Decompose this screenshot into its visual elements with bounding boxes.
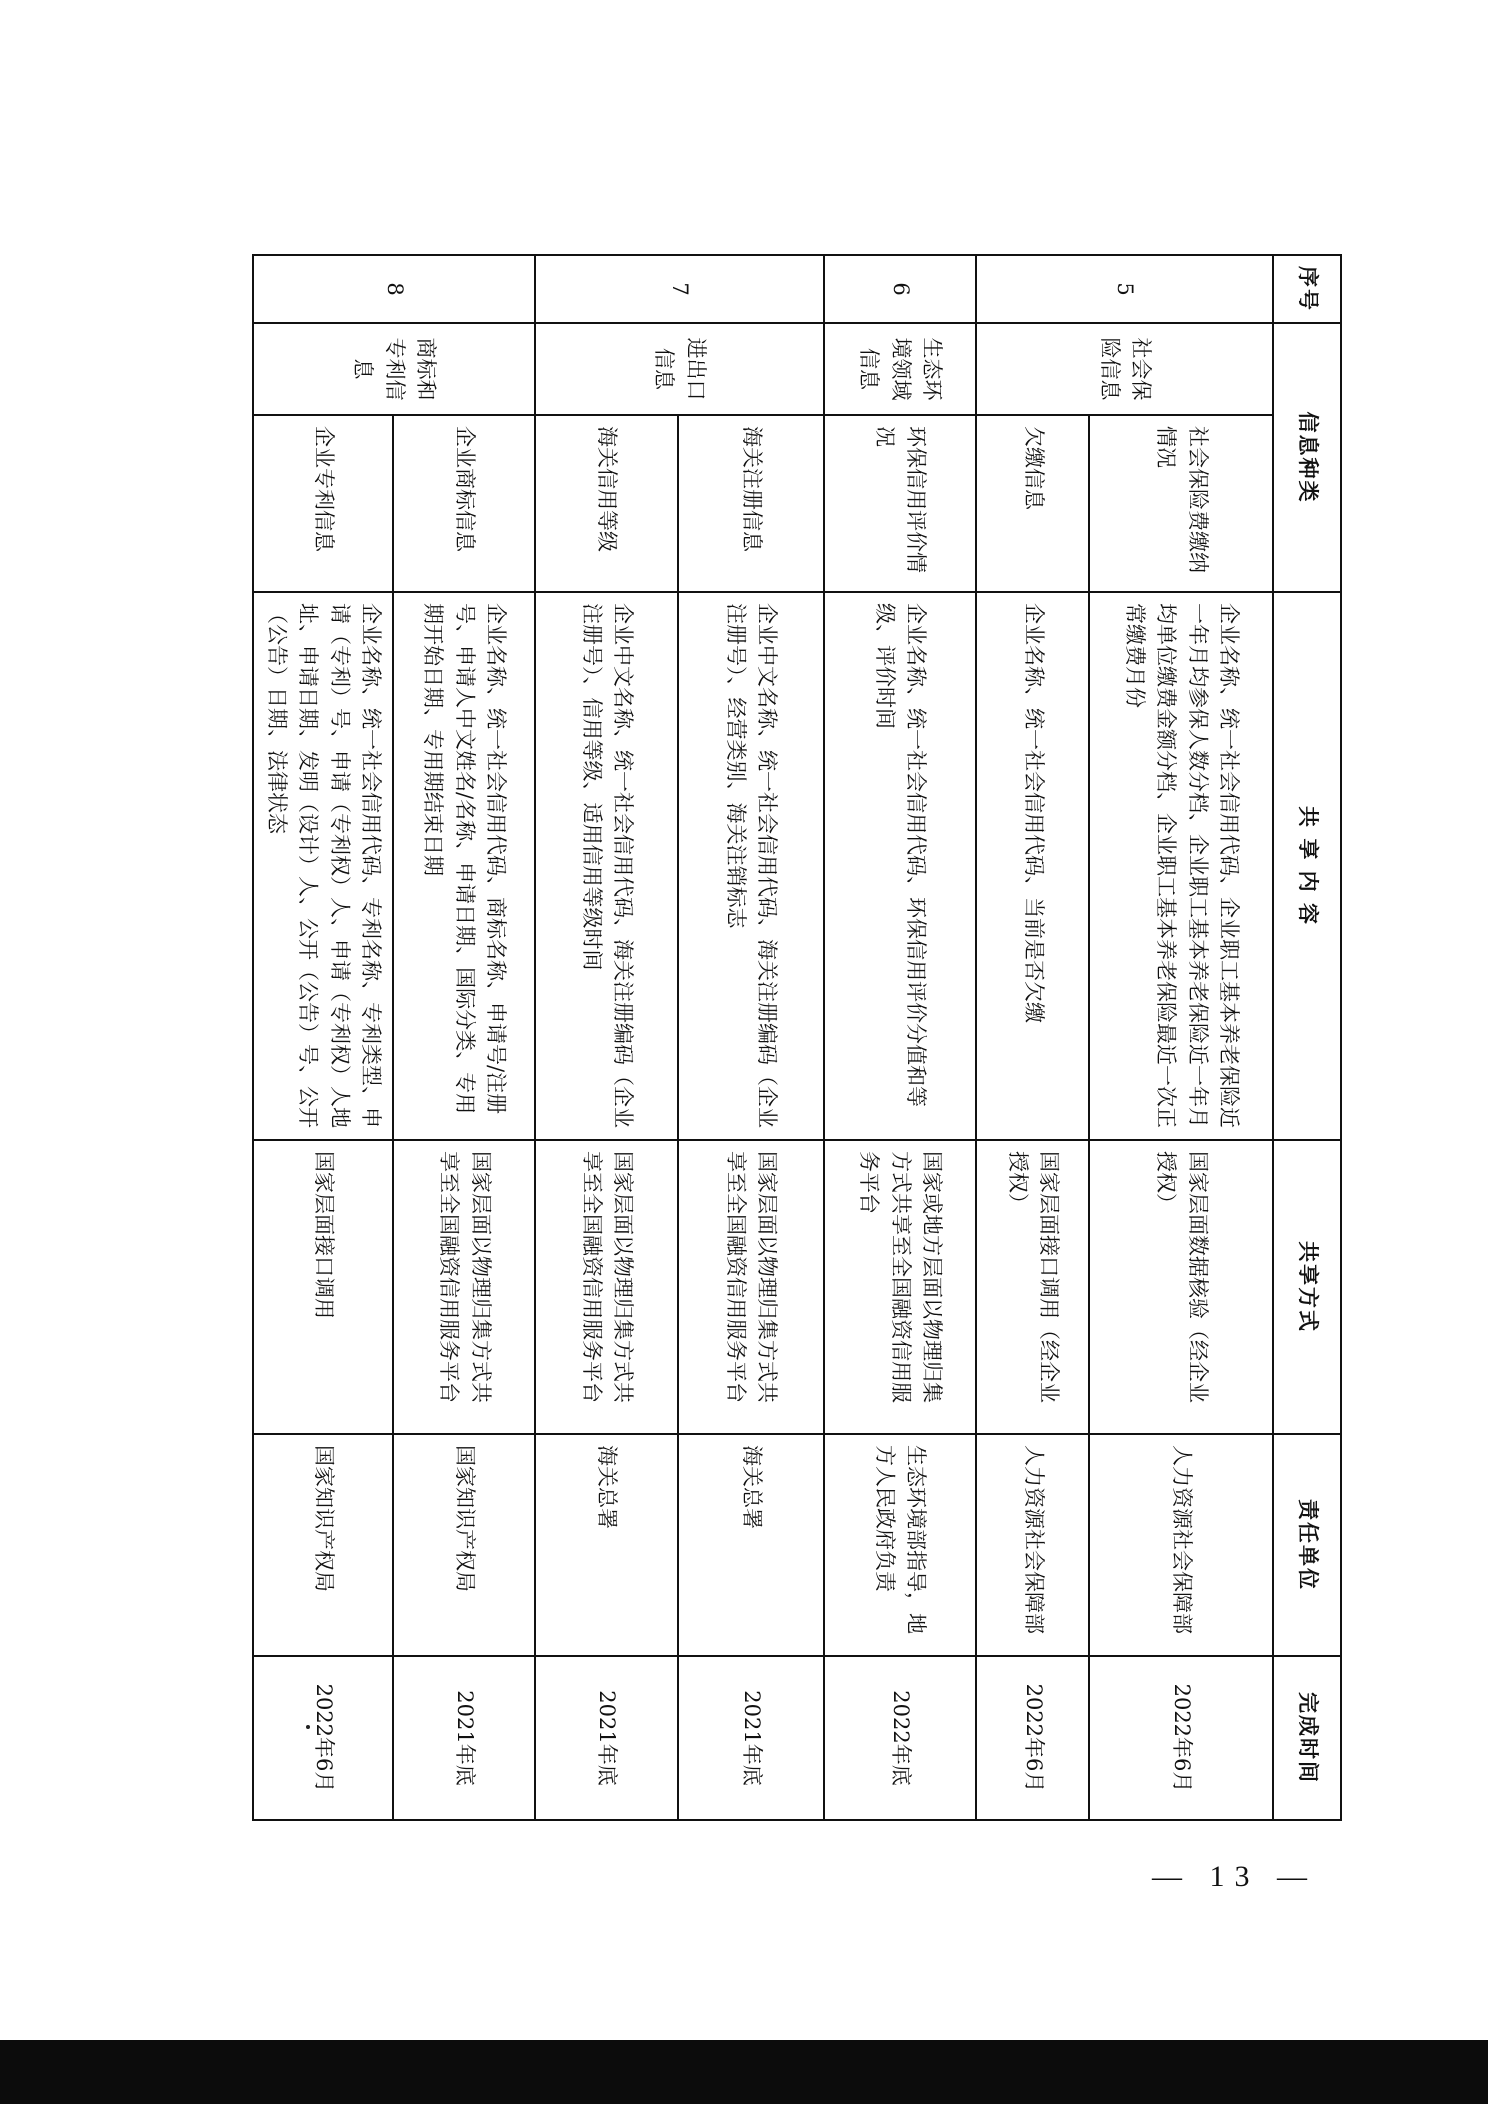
method-cell: 国家层面数据核验（经企业授权）	[1089, 1140, 1273, 1434]
category-cell: 进出口信息	[535, 323, 824, 415]
table-header-row	[1273, 255, 1341, 1820]
deadline-cell: 2022年底	[824, 1656, 976, 1820]
seq-cell: 8	[253, 255, 535, 323]
method-cell: 国家或地方层面以物理归集方式共享至全国融资信用服务平台	[824, 1140, 976, 1434]
seq-cell: 7	[535, 255, 824, 323]
type-cell: 欠缴信息	[976, 415, 1089, 592]
deadline-cell: 2022年6月	[1089, 1656, 1273, 1820]
type-cell: 环保信用评价情况	[824, 415, 976, 592]
content-cell: 企业名称、统一社会信用代码、当前是否欠缴	[976, 592, 1089, 1140]
unit-cell: 国家知识产权局	[253, 1434, 393, 1656]
table-row	[1089, 255, 1273, 1820]
content-cell: 企业名称、统一社会信用代码、专利名称、专利类型、申请（专利）号、申请（专利权）人、申请（专利权）人地址、申请日期、发明（设计）人、公开（公告）号、公开（公告）日期、法律状态	[253, 592, 393, 1140]
type-cell: 海关注册信息	[678, 415, 823, 592]
method-cell: 国家层面以物理归集方式共享至全国融资信用服务平台	[678, 1140, 823, 1434]
header-deadline: 完成时间	[1273, 1656, 1341, 1820]
content-cell: 企业名称、统一社会信用代码、商标名称、申请号/注册号、申请人中文姓名/名称、申请日期、国际分类、专用期开始日期、专用期结束日期	[393, 592, 534, 1140]
header-type: 信息种类	[1273, 323, 1341, 592]
category-cell: 社会保险信息	[976, 323, 1273, 415]
page-number: — 13 —	[1152, 1860, 1317, 1893]
unit-cell: 人力资源社会保障部	[976, 1434, 1089, 1656]
unit-cell: 国家知识产权局	[393, 1434, 534, 1656]
table-row	[535, 255, 678, 1820]
rotated-table-wrapper	[252, 254, 1342, 1819]
table-row	[976, 255, 1089, 1820]
header-seq: 序号	[1273, 255, 1341, 323]
category-cell: 生态环境领域信息	[824, 323, 976, 415]
deadline-cell: 2021年底	[678, 1656, 823, 1820]
scan-speck	[306, 1725, 310, 1729]
header-method: 共享方式	[1273, 1140, 1341, 1434]
table-row	[393, 255, 534, 1820]
type-cell: 企业专利信息	[253, 415, 393, 592]
content-cell: 企业名称、统一社会信用代码、环保信用评价分值和等级、评价时间	[824, 592, 976, 1140]
method-cell: 国家层面接口调用（经企业授权）	[976, 1140, 1089, 1434]
method-cell: 国家层面以物理归集方式共享至全国融资信用服务平台	[535, 1140, 678, 1434]
type-cell: 企业商标信息	[393, 415, 534, 592]
table-row	[824, 255, 976, 1820]
unit-cell: 生态环境部指导，地方人民政府负责	[824, 1434, 976, 1656]
content-cell: 企业中文名称、统一社会信用代码、海关注册编码（企业注册号）、经营类别、海关注销标志	[678, 592, 823, 1140]
content-cell: 企业名称、统一社会信用代码、企业职工基本养老保险近一年月均参保人数分档、企业职工基本养老保险近一年月均单位缴费金额分档、企业职工基本养老保险最近一次正常缴费月份	[1089, 592, 1273, 1140]
deadline-cell: 2022年6月	[976, 1656, 1089, 1820]
table-row	[253, 255, 393, 1820]
category-cell: 商标和专利信息	[253, 323, 535, 415]
table-row	[678, 255, 823, 1820]
type-cell: 海关信用等级	[535, 415, 678, 592]
header-unit: 责任单位	[1273, 1434, 1341, 1656]
unit-cell: 海关总署	[535, 1434, 678, 1656]
unit-cell: 人力资源社会保障部	[1089, 1434, 1273, 1656]
deadline-cell: 2021年底	[535, 1656, 678, 1820]
method-cell: 国家层面接口调用	[253, 1140, 393, 1434]
type-cell: 社会保险费缴纳情况	[1089, 415, 1273, 592]
credit-sharing-table	[252, 254, 1342, 1821]
deadline-cell: 2021年底	[393, 1656, 534, 1820]
seq-cell: 5	[976, 255, 1273, 323]
scan-border	[0, 2040, 1488, 2104]
unit-cell: 海关总署	[678, 1434, 823, 1656]
header-content: 共 享 内 容	[1273, 592, 1341, 1140]
seq-cell: 6	[824, 255, 976, 323]
method-cell: 国家层面以物理归集方式共享至全国融资信用服务平台	[393, 1140, 534, 1434]
content-cell: 企业中文名称、统一社会信用代码、海关注册编码（企业注册号）、信用等级、适用信用等级时间	[535, 592, 678, 1140]
deadline-cell: 2022年6月	[253, 1656, 393, 1820]
